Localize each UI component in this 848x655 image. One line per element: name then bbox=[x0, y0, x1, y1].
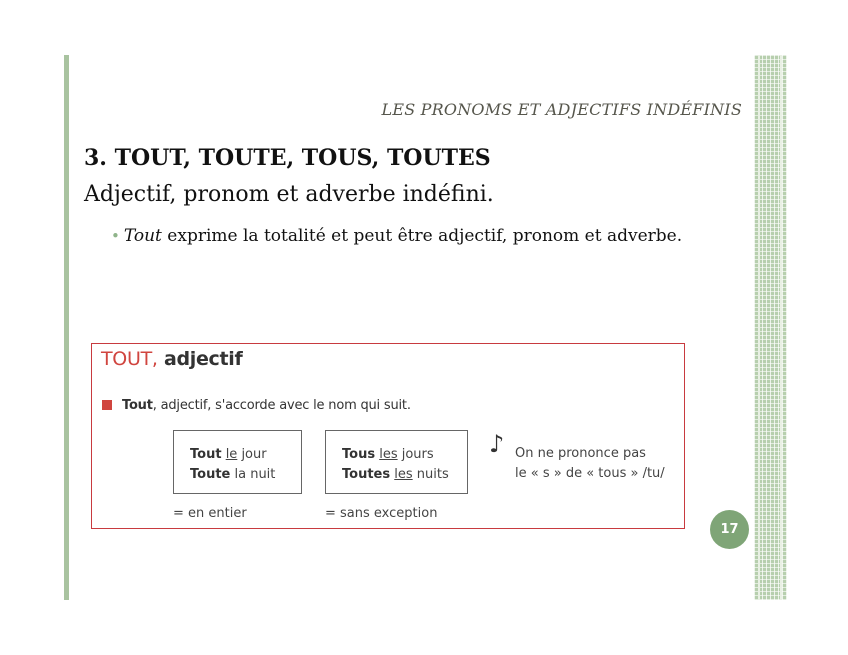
example1-line1-article: le bbox=[225, 447, 238, 462]
bullet-text: exprime la totalité et peut être adjectif, pronom et adverbe. bbox=[161, 226, 683, 246]
example2-line1-bold: Tous bbox=[342, 447, 376, 462]
square-bullet-icon bbox=[102, 400, 112, 410]
note-line-1: On ne prononce pas bbox=[515, 446, 646, 461]
strip-line-right bbox=[780, 55, 782, 600]
right-decorative-strip bbox=[754, 55, 787, 600]
example2-line2 bbox=[342, 465, 467, 485]
example-box-2 bbox=[325, 430, 468, 494]
example1-caption: = en entier bbox=[173, 506, 247, 521]
example2-line1-noun: jours bbox=[397, 447, 434, 462]
music-note-icon: ♪ bbox=[489, 430, 505, 458]
example1-line1 bbox=[190, 445, 301, 465]
left-decorative-bar bbox=[64, 55, 69, 600]
slide-subtitle: Adjectif, pronom et adverbe indéfini. bbox=[84, 182, 494, 207]
grammar-box bbox=[91, 343, 685, 529]
slide-title: 3. TOUT, TOUTE, TOUS, TOUTES bbox=[84, 145, 491, 171]
example2-line2-bold: Toutes bbox=[342, 467, 391, 482]
bullet-icon: • bbox=[111, 227, 120, 245]
pronunciation-note bbox=[515, 444, 665, 484]
example2-line2-article: les bbox=[394, 467, 413, 482]
page-number-badge: 17 bbox=[710, 510, 749, 549]
example2-line1-article: les bbox=[379, 447, 398, 462]
strip-line-left bbox=[758, 55, 760, 600]
grammar-rule-bold: Tout bbox=[122, 398, 153, 413]
note-line-2: le « s » de « tous » /tu/ bbox=[515, 466, 665, 481]
example1-line2-rest: la nuit bbox=[230, 467, 276, 482]
grammar-rule-text: , adjectif, s'accorde avec le nom qui suit. bbox=[152, 398, 411, 413]
example1-line1-noun: jour bbox=[237, 447, 267, 462]
example1-line2-bold: Toute bbox=[190, 467, 231, 482]
slide-header: LES PRONOMS ET ADJECTIFS INDÉFINIS bbox=[381, 100, 742, 119]
example2-line2-noun: nuits bbox=[412, 467, 449, 482]
example1-line1-bold: Tout bbox=[190, 447, 222, 462]
grammar-box-title-red: TOUT, bbox=[101, 348, 158, 370]
example2-line1 bbox=[342, 445, 467, 465]
bullet-italic-word: Tout bbox=[123, 226, 162, 246]
example2-caption: = sans exception bbox=[325, 506, 438, 521]
grammar-box-title-dark: adjectif bbox=[157, 348, 243, 370]
bullet-paragraph bbox=[111, 223, 749, 250]
example-box-1 bbox=[173, 430, 302, 494]
example1-line2 bbox=[190, 465, 301, 485]
grammar-rule bbox=[102, 398, 411, 413]
grammar-box-title bbox=[101, 348, 243, 370]
